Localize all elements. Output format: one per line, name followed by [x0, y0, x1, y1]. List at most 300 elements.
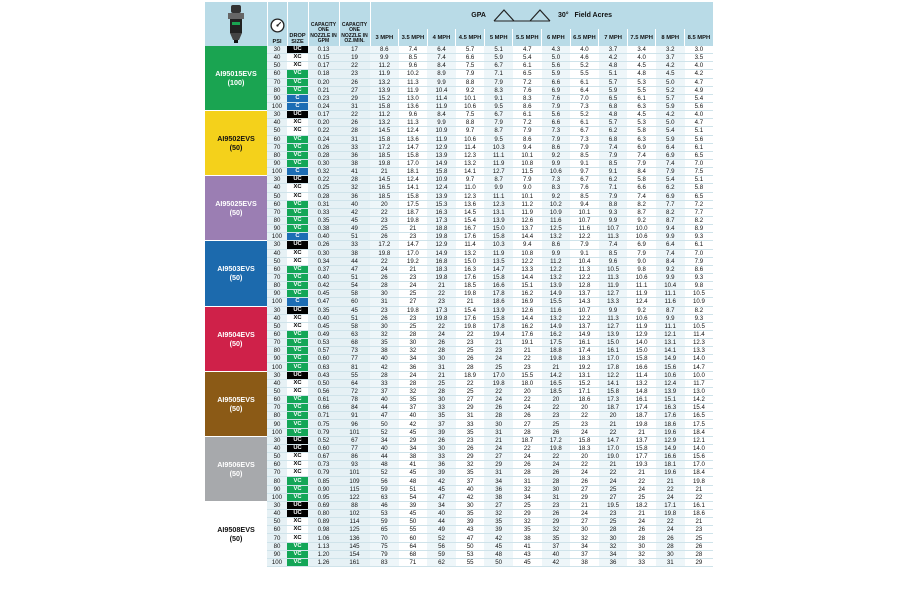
drop-size-badge: XC — [287, 518, 308, 526]
oz-cell: 51 — [339, 273, 370, 281]
gpa-value-cell: 17.3 — [427, 306, 456, 314]
psi-cell: 40 — [267, 249, 287, 257]
oz-cell: 26 — [339, 78, 370, 86]
gpa-value-cell: 28 — [513, 428, 542, 436]
gpa-value-cell: 4.5 — [627, 111, 656, 119]
gpa-value-cell: 22 — [513, 396, 542, 404]
psi-cell: 70 — [267, 78, 287, 86]
gpa-value-cell: 13.9 — [599, 330, 628, 338]
gpa-value-cell: 13.1 — [484, 208, 513, 216]
gpa-value-cell: 10.4 — [427, 86, 456, 94]
gpm-cell: 0.98 — [308, 526, 339, 534]
gpa-value-cell: 14.7 — [685, 363, 714, 371]
gpa-value-cell: 5.9 — [542, 70, 571, 78]
gpa-value-cell: 12.2 — [599, 371, 628, 379]
gpa-value-cell: 6.4 — [656, 143, 685, 151]
gpa-value-cell: 26 — [370, 273, 399, 281]
gpa-value-cell: 17.6 — [456, 314, 485, 322]
gpa-value-cell: 7.7 — [656, 200, 685, 208]
gpa-value-cell: 24 — [484, 444, 513, 452]
gpm-cell: 0.79 — [308, 428, 339, 436]
gpm-cell: 1.13 — [308, 542, 339, 550]
gpa-value-cell: 45 — [427, 485, 456, 493]
gpa-value-cell: 29 — [513, 510, 542, 518]
psi-cell: 70 — [267, 143, 287, 151]
gpa-value-cell: 18.6 — [570, 396, 599, 404]
gpa-value-cell: 42 — [456, 493, 485, 501]
gpa-value-cell: 12.9 — [627, 330, 656, 338]
gpa-value-cell: 59 — [427, 550, 456, 558]
gpa-value-cell: 16.5 — [370, 184, 399, 192]
gpa-value-cell: 40 — [542, 550, 571, 558]
drop-size-badge: VC — [287, 290, 308, 298]
gpa-value-cell: 9.3 — [685, 273, 714, 281]
gpa-value-cell: 55 — [399, 526, 428, 534]
drop-size-badge: C — [287, 102, 308, 110]
gpa-value-cell: 7.4 — [627, 151, 656, 159]
gpa-value-cell: 6.5 — [685, 151, 714, 159]
oz-cell: 28 — [339, 176, 370, 184]
gpa-value-cell: 7.9 — [599, 192, 628, 200]
gpa-value-cell: 13.9 — [542, 282, 571, 290]
gpa-value-cell: 28 — [427, 347, 456, 355]
gpa-value-cell: 24 — [656, 526, 685, 534]
gpm-cell: 0.17 — [308, 111, 339, 119]
gpa-value-cell: 15.0 — [456, 257, 485, 265]
gpa-value-cell: 36 — [484, 485, 513, 493]
gpa-value-cell: 47 — [427, 493, 456, 501]
psi-cell: 80 — [267, 347, 287, 355]
gpa-value-cell: 5.2 — [570, 111, 599, 119]
gpa-value-cell: 28 — [399, 330, 428, 338]
gpa-value-cell: 18.3 — [427, 265, 456, 273]
drop-size-badge: VC — [287, 200, 308, 208]
drop-size-badge: UC — [287, 444, 308, 452]
gpa-value-cell: 3.0 — [685, 46, 714, 54]
speed-header: 4 MPH — [427, 29, 456, 46]
gpa-value-cell: 13.9 — [484, 306, 513, 314]
gpa-value-cell: 44 — [370, 404, 399, 412]
gpa-value-cell: 5.6 — [542, 111, 571, 119]
gpa-value-cell: 7.3 — [570, 102, 599, 110]
gpa-value-cell: 15.8 — [427, 168, 456, 176]
gpa-value-cell: 4.0 — [685, 62, 714, 70]
gpa-value-cell: 7.4 — [656, 159, 685, 167]
gpa-value-cell: 11.9 — [599, 282, 628, 290]
gpa-value-cell: 32 — [456, 461, 485, 469]
gpa-value-cell: 26 — [627, 526, 656, 534]
gpm-cell: 0.40 — [308, 273, 339, 281]
gpa-value-cell: 14.0 — [627, 339, 656, 347]
table-row — [205, 469, 713, 477]
gpm-cell: 1.20 — [308, 550, 339, 558]
gpa-value-cell: 19.2 — [399, 257, 428, 265]
gpa-value-cell: 8.5 — [570, 192, 599, 200]
gpa-value-cell: 28 — [427, 387, 456, 395]
table-row — [205, 78, 713, 86]
gpa-value-cell: 27 — [456, 396, 485, 404]
gpm-cell: 0.56 — [308, 387, 339, 395]
drop-size-badge: XC — [287, 119, 308, 127]
gpa-value-cell: 35 — [427, 412, 456, 420]
drop-size-badge: VC — [287, 493, 308, 501]
gpa-value-cell: 5.4 — [656, 176, 685, 184]
gpa-value-cell: 42 — [427, 477, 456, 485]
oz-cell: 114 — [339, 518, 370, 526]
gpa-value-cell: 7.9 — [570, 143, 599, 151]
drop-size-badge: UC — [287, 241, 308, 249]
drop-size-badge: VC — [287, 70, 308, 78]
psi-cell: 100 — [267, 233, 287, 241]
gpa-value-cell: 8.7 — [656, 216, 685, 224]
gpm-cell: 0.45 — [308, 322, 339, 330]
gpa-value-cell: 8.4 — [656, 257, 685, 265]
gpm-cell: 0.89 — [308, 518, 339, 526]
gpa-value-cell: 17.6 — [513, 330, 542, 338]
gpa-value-cell: 4.9 — [685, 86, 714, 94]
gpa-value-cell: 8.9 — [427, 70, 456, 78]
gpa-value-cell: 18.7 — [599, 404, 628, 412]
table-row — [205, 363, 713, 371]
psi-cell: 30 — [267, 176, 287, 184]
gpa-value-cell: 15.8 — [570, 436, 599, 444]
gpa-value-cell: 45 — [399, 510, 428, 518]
oz-cell: 102 — [339, 510, 370, 518]
gpm-cell: 0.50 — [308, 379, 339, 387]
gpa-value-cell: 56 — [370, 477, 399, 485]
gpa-value-cell: 7.9 — [656, 168, 685, 176]
gpa-value-cell: 8.5 — [399, 54, 428, 62]
gpa-value-cell: 11.1 — [656, 290, 685, 298]
psi-cell: 30 — [267, 46, 287, 54]
psi-cell: 80 — [267, 86, 287, 94]
psi-cell: 100 — [267, 298, 287, 306]
gpa-value-cell: 11.2 — [513, 200, 542, 208]
gpa-value-cell: 15.2 — [570, 379, 599, 387]
gpa-value-cell: 9.3 — [685, 314, 714, 322]
gpa-value-cell: 32 — [399, 387, 428, 395]
speed-header: 6 MPH — [542, 29, 571, 46]
gpm-cell: 0.38 — [308, 225, 339, 233]
gpa-value-cell: 8.6 — [542, 241, 571, 249]
table-row — [205, 330, 713, 338]
table-row — [205, 159, 713, 167]
gpm-cell: 0.63 — [308, 363, 339, 371]
gpa-value-cell: 28 — [685, 550, 714, 558]
gpa-value-cell: 5.0 — [656, 78, 685, 86]
nozzle-capacity-table — [205, 2, 714, 567]
gpa-value-cell: 11.4 — [627, 371, 656, 379]
gpm-cell: 0.22 — [308, 176, 339, 184]
oz-cell: 64 — [339, 379, 370, 387]
drop-size-badge: XC — [287, 127, 308, 135]
gpa-value-cell: 15.8 — [399, 151, 428, 159]
gpa-value-cell: 17.6 — [456, 273, 485, 281]
gpa-value-cell: 11.3 — [599, 273, 628, 281]
oz-cell: 36 — [339, 192, 370, 200]
gpa-value-cell: 79 — [370, 550, 399, 558]
gpa-value-cell: 9.6 — [399, 62, 428, 70]
gpa-value-cell: 4.8 — [599, 111, 628, 119]
oz-cell: 27 — [339, 86, 370, 94]
gpa-value-cell: 52 — [370, 428, 399, 436]
oz-cell: 77 — [339, 355, 370, 363]
gpm-cell: 0.69 — [308, 501, 339, 509]
gpm-cell: 0.23 — [308, 94, 339, 102]
gpa-value-cell: 7.2 — [513, 119, 542, 127]
gpa-value-cell: 14.8 — [627, 387, 656, 395]
gpa-value-cell: 5.4 — [656, 127, 685, 135]
gpa-value-cell: 15.8 — [370, 135, 399, 143]
gpa-value-cell: 17.3 — [427, 216, 456, 224]
gpa-value-cell: 27 — [484, 501, 513, 509]
gpm-cell: 0.45 — [308, 290, 339, 298]
drop-size-badge: VC — [287, 225, 308, 233]
gpm-cell: 0.35 — [308, 306, 339, 314]
gpa-value-cell: 6.2 — [656, 184, 685, 192]
gpa-value-cell: 30 — [656, 550, 685, 558]
gpa-value-cell: 9.7 — [456, 127, 485, 135]
gpa-value-cell: 15.0 — [627, 347, 656, 355]
drop-size-badge: XC — [287, 184, 308, 192]
table-row — [205, 298, 713, 306]
gpm-cell: 0.20 — [308, 119, 339, 127]
table-row — [205, 119, 713, 127]
psi-cell: 60 — [267, 70, 287, 78]
gpa-value-cell: 7.9 — [513, 127, 542, 135]
gpa-value-cell: 40 — [399, 412, 428, 420]
gpa-value-cell: 9.7 — [456, 176, 485, 184]
gpa-value-cell: 11.3 — [570, 265, 599, 273]
gpa-value-cell: 19.8 — [656, 510, 685, 518]
oz-cell: 73 — [339, 347, 370, 355]
gpm-cell: 0.40 — [308, 233, 339, 241]
drop-size-badge: VC — [287, 404, 308, 412]
oz-cell: 28 — [339, 127, 370, 135]
oz-cell: 44 — [339, 257, 370, 265]
nozzle-model-count: (50) — [229, 468, 243, 478]
gpa-value-cell: 7.4 — [399, 46, 428, 54]
gpa-value-cell: 8.8 — [599, 200, 628, 208]
gpa-value-cell: 24 — [570, 510, 599, 518]
gpa-value-cell: 28 — [370, 282, 399, 290]
psi-cell: 50 — [267, 192, 287, 200]
gpa-value-cell: 19.8 — [370, 159, 399, 167]
oz-cell: 145 — [339, 542, 370, 550]
gpa-value-cell: 17.0 — [599, 444, 628, 452]
gpa-value-cell: 27 — [570, 518, 599, 526]
gpa-value-cell: 11.9 — [627, 290, 656, 298]
gpa-value-cell: 19.8 — [456, 322, 485, 330]
gpa-value-cell: 47 — [456, 534, 485, 542]
gpa-value-cell: 56 — [427, 542, 456, 550]
gpa-value-cell: 8.6 — [370, 46, 399, 54]
psi-cell: 60 — [267, 526, 287, 534]
table-row — [205, 428, 713, 436]
drop-size-badge: XC — [287, 387, 308, 395]
oz-cell: 41 — [339, 168, 370, 176]
gpa-value-cell: 22 — [456, 330, 485, 338]
table-row — [205, 510, 713, 518]
gpa-value-cell: 6.6 — [542, 119, 571, 127]
gpa-value-cell: 21 — [456, 298, 485, 306]
gpa-value-cell: 19.6 — [656, 428, 685, 436]
gpa-value-cell: 9.4 — [656, 225, 685, 233]
gpa-value-cell: 13.0 — [399, 94, 428, 102]
gpa-value-cell: 22 — [656, 518, 685, 526]
gpa-value-cell: 16.2 — [542, 330, 571, 338]
drop-size-badge: UC — [287, 46, 308, 54]
gpa-value-cell: 22 — [570, 461, 599, 469]
gpa-value-cell: 37 — [399, 404, 428, 412]
speed-header: 7.5 MPH — [627, 29, 656, 46]
gpa-value-cell: 31 — [656, 558, 685, 566]
gpa-value-cell: 62 — [427, 558, 456, 566]
gpm-cell: 0.21 — [308, 86, 339, 94]
gpa-value-cell: 13.2 — [370, 78, 399, 86]
gpa-value-cell: 44 — [427, 518, 456, 526]
psi-cell: 90 — [267, 225, 287, 233]
gpa-value-cell: 26 — [513, 412, 542, 420]
gpa-value-cell: 5.8 — [627, 176, 656, 184]
gpa-value-cell: 4.7 — [685, 78, 714, 86]
gpa-value-cell: 8.7 — [627, 208, 656, 216]
gpa-value-cell: 35 — [513, 526, 542, 534]
nozzle-model-cell — [205, 46, 267, 111]
gpa-value-cell: 21 — [599, 420, 628, 428]
gpa-value-cell: 71 — [399, 558, 428, 566]
gpm-header: CAPACITY ONE NOZZLE IN GPM — [308, 2, 339, 46]
gpa-value-cell: 22 — [656, 485, 685, 493]
gpa-value-cell: 19.8 — [370, 249, 399, 257]
drop-size-badge: VC — [287, 330, 308, 338]
gpa-value-cell: 5.9 — [599, 86, 628, 94]
gpa-value-cell: 18.5 — [370, 192, 399, 200]
gpa-value-cell: 11.9 — [513, 208, 542, 216]
psi-cell: 60 — [267, 200, 287, 208]
gpm-cell: 0.57 — [308, 347, 339, 355]
gpa-value-cell: 12.2 — [513, 257, 542, 265]
gpa-value-cell: 10.0 — [685, 371, 714, 379]
gpa-value-cell: 23 — [427, 298, 456, 306]
gpa-value-cell: 10.5 — [685, 322, 714, 330]
drop-size-badge: C — [287, 168, 308, 176]
gpa-value-cell: 10.9 — [542, 208, 571, 216]
table-row — [205, 371, 713, 379]
drop-size-badge: UC — [287, 176, 308, 184]
gpa-value-cell: 26 — [370, 233, 399, 241]
gpa-value-cell: 30 — [427, 444, 456, 452]
oz-cell: 38 — [339, 249, 370, 257]
gpa-value-cell: 10.1 — [513, 192, 542, 200]
gpa-value-cell: 34 — [370, 436, 399, 444]
gpa-value-cell: 6.1 — [513, 62, 542, 70]
gpa-value-cell: 22 — [484, 387, 513, 395]
gpa-value-cell: 15.4 — [456, 306, 485, 314]
gpa-value-cell: 24 — [427, 330, 456, 338]
gpa-value-cell: 6.6 — [456, 54, 485, 62]
gpa-value-cell: 9.4 — [570, 200, 599, 208]
gpa-value-cell: 13.2 — [542, 314, 571, 322]
gpa-value-cell: 25 — [427, 379, 456, 387]
gpa-value-cell: 3.4 — [627, 46, 656, 54]
gpa-value-cell: 29 — [570, 493, 599, 501]
gpa-value-cell: 38 — [570, 558, 599, 566]
gpa-value-cell: 35 — [456, 510, 485, 518]
gpa-value-cell: 23 — [484, 347, 513, 355]
gpa-value-cell: 9.8 — [627, 265, 656, 273]
gpa-value-cell: 5.1 — [599, 70, 628, 78]
gpa-value-cell: 9.9 — [599, 306, 628, 314]
gpa-value-cell: 17.0 — [685, 461, 714, 469]
gpm-cell: 0.32 — [308, 168, 339, 176]
gpm-cell: 0.71 — [308, 412, 339, 420]
drop-size-badge: VC — [287, 159, 308, 167]
drop-size-badge: VC — [287, 542, 308, 550]
gpa-value-cell: 5.1 — [484, 46, 513, 54]
table-row — [205, 168, 713, 176]
gpa-value-cell: 19.8 — [456, 290, 485, 298]
table-row — [205, 184, 713, 192]
table-row — [205, 387, 713, 395]
gpa-value-cell: 31 — [456, 412, 485, 420]
gpa-value-cell: 7.6 — [542, 94, 571, 102]
gpm-cell: 0.43 — [308, 371, 339, 379]
gpa-value-cell: 13.1 — [570, 371, 599, 379]
gpa-value-cell: 7.0 — [685, 159, 714, 167]
table-row — [205, 241, 713, 249]
gpa-value-cell: 38 — [399, 453, 428, 461]
drop-size-badge: VC — [287, 477, 308, 485]
gpa-value-cell: 8.9 — [685, 225, 714, 233]
oz-cell: 47 — [339, 265, 370, 273]
gpa-value-cell: 37 — [570, 550, 599, 558]
gpa-value-cell: 26 — [484, 404, 513, 412]
psi-cell: 50 — [267, 453, 287, 461]
gpa-value-cell: 27 — [513, 420, 542, 428]
gpa-value-cell: 32 — [370, 330, 399, 338]
gpa-value-cell: 28 — [542, 477, 571, 485]
oz-cell: 26 — [339, 119, 370, 127]
gpa-value-cell: 7.6 — [513, 86, 542, 94]
gpa-value-cell: 23 — [513, 363, 542, 371]
gpa-value-cell: 52 — [370, 469, 399, 477]
gpa-value-cell: 10.2 — [542, 200, 571, 208]
gpa-value-cell: 18.5 — [542, 387, 571, 395]
gpa-value-cell: 8.4 — [627, 168, 656, 176]
gpa-value-cell: 7.4 — [599, 143, 628, 151]
gpa-value-cell: 14.9 — [542, 290, 571, 298]
gpa-value-cell: 13.2 — [542, 233, 571, 241]
oz-cell: 101 — [339, 469, 370, 477]
gpa-value-cell: 28 — [513, 469, 542, 477]
nozzle-model-count: (50) — [229, 273, 243, 283]
gpa-value-cell: 26 — [427, 436, 456, 444]
gpm-cell: 0.15 — [308, 54, 339, 62]
psi-cell: 100 — [267, 168, 287, 176]
gpa-value-cell: 12.9 — [427, 143, 456, 151]
psi-cell: 100 — [267, 102, 287, 110]
gpa-value-cell: 42 — [399, 420, 428, 428]
gpa-value-cell: 45 — [399, 469, 428, 477]
gpa-value-cell: 20 — [542, 396, 571, 404]
gpa-value-cell: 7.5 — [456, 62, 485, 70]
oz-cell: 109 — [339, 477, 370, 485]
gpa-value-cell: 10.4 — [570, 257, 599, 265]
gpa-value-cell: 4.6 — [570, 54, 599, 62]
gpa-value-cell: 13.3 — [513, 265, 542, 273]
gpm-cell: 0.20 — [308, 78, 339, 86]
